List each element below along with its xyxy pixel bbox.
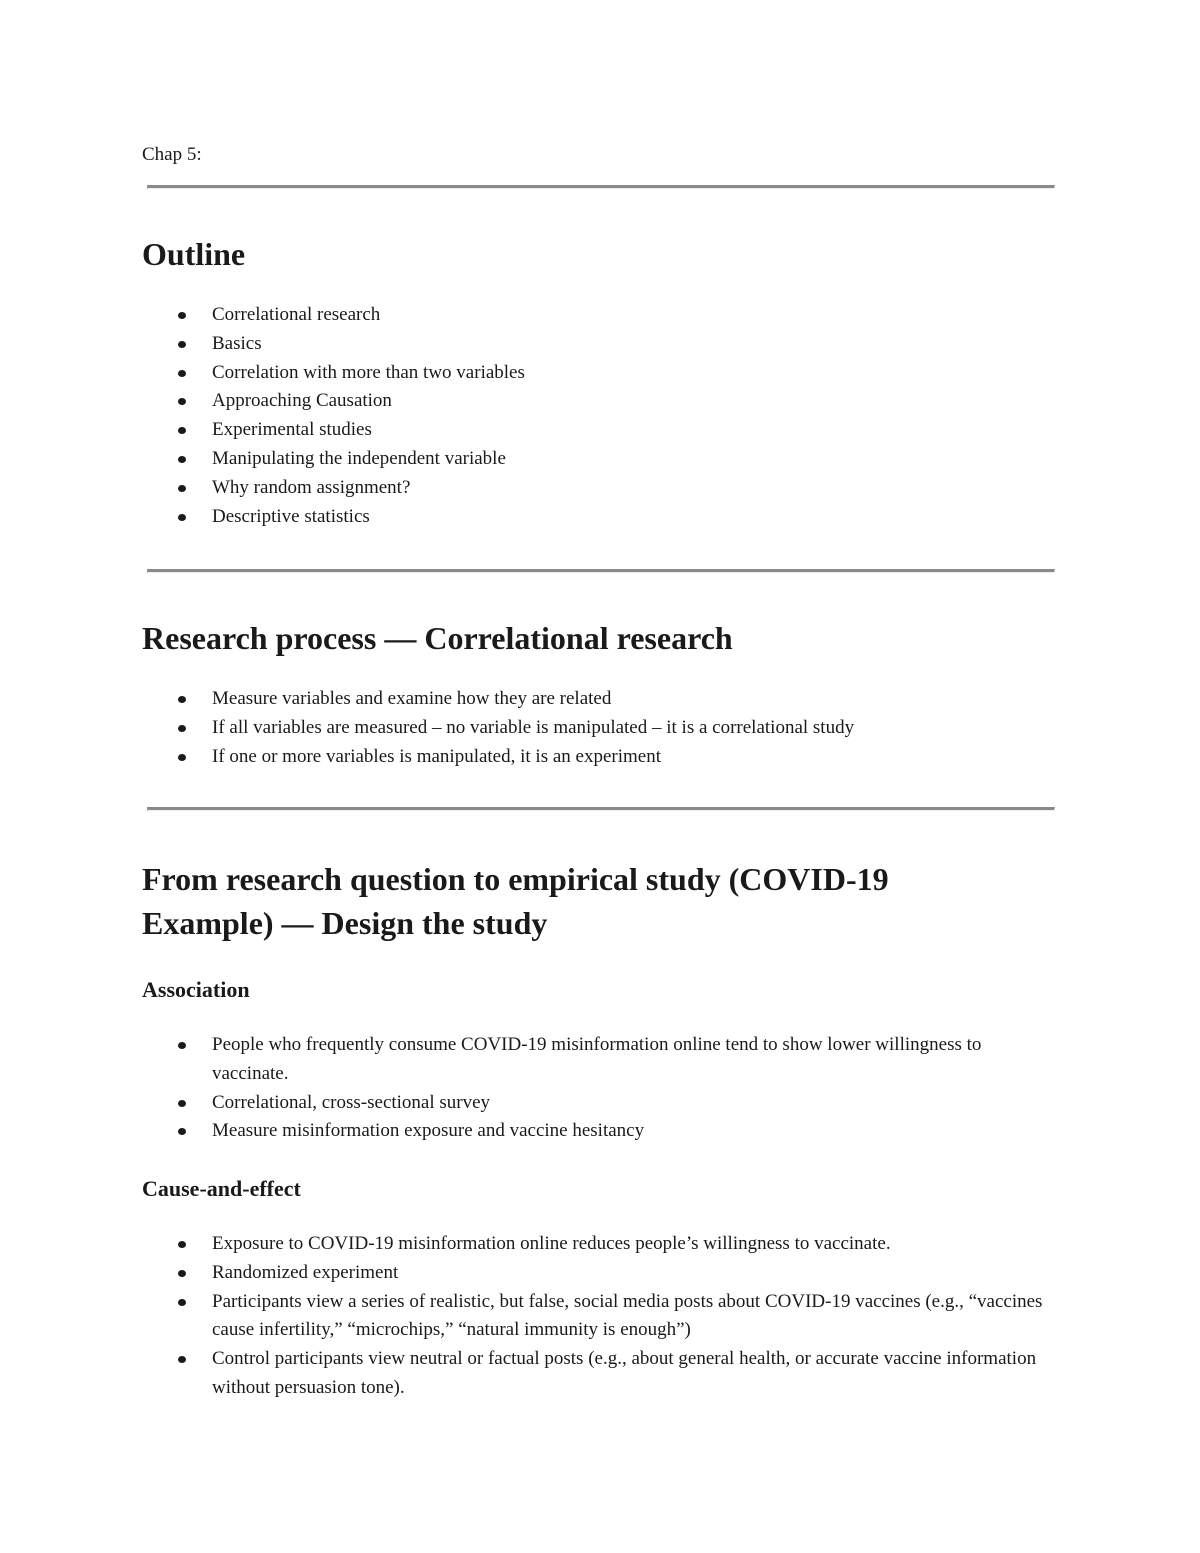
- list-item: Experimental studies: [142, 416, 1042, 445]
- list-item: If all variables are measured – no variable is manipulated – it is a correlational study: [142, 714, 1042, 743]
- bullet-icon: [178, 370, 186, 377]
- list-item: Measure misinformation exposure and vaccine hesitancy: [142, 1117, 1042, 1146]
- bullet-icon: [178, 725, 186, 732]
- chapter-label: Chap 5:: [142, 144, 202, 165]
- divider-2: [147, 569, 1055, 573]
- cause-effect-list: [142, 1230, 1047, 1403]
- association-heading: Association: [142, 977, 250, 1002]
- bullet-icon: [178, 754, 186, 761]
- list-item: Correlational research: [142, 301, 1042, 330]
- bullet-icon: [178, 1270, 186, 1277]
- bullet-icon: [178, 312, 186, 319]
- outline-list: [142, 301, 1042, 531]
- bullet-icon: [178, 696, 186, 703]
- bullet-icon: [178, 1128, 186, 1135]
- list-item: Exposure to COVID-19 misinformation online reduces people’s willingness to vaccinate.: [142, 1230, 1047, 1259]
- divider-3: [147, 807, 1055, 811]
- bullet-icon: [178, 1241, 186, 1248]
- bullet-icon: [178, 1299, 186, 1306]
- bullet-icon: [178, 341, 186, 348]
- list-item: If one or more variables is manipulated, it is an experiment: [142, 743, 1042, 772]
- research-process-heading: Research process — Correlational research: [142, 620, 733, 656]
- outline-heading: Outline: [142, 236, 246, 272]
- bullet-icon: [178, 398, 186, 405]
- list-item: Correlation with more than two variables: [142, 359, 1042, 388]
- bullet-icon: [178, 1042, 186, 1049]
- research-process-list: [142, 685, 1042, 771]
- list-item: People who frequently consume COVID-19 misinformation online tend to show lower willingness to vaccinate.: [142, 1031, 1042, 1089]
- list-item: Descriptive statistics: [142, 503, 1042, 532]
- bullet-icon: [178, 485, 186, 492]
- bullet-icon: [178, 514, 186, 521]
- bullet-icon: [178, 456, 186, 463]
- bullet-icon: [178, 1100, 186, 1107]
- association-list: [142, 1031, 1042, 1146]
- list-item: Randomized experiment: [142, 1259, 1047, 1288]
- list-item: Measure variables and examine how they are related: [142, 685, 1042, 714]
- study-design-heading: From research question to empirical study (COVID-19 Example) — Design the study: [142, 861, 889, 941]
- divider-1: [147, 185, 1055, 189]
- list-item: Why random assignment?: [142, 474, 1042, 503]
- list-item: Basics: [142, 330, 1042, 359]
- cause-effect-heading: Cause-and-effect: [142, 1176, 301, 1201]
- bullet-icon: [178, 1356, 186, 1363]
- list-item: Participants view a series of realistic, but false, social media posts about COVID-19 vaccines (e.g., “vaccines cause infertility,” “microchips,” “natural immunity is enough”): [142, 1288, 1047, 1346]
- list-item: Control participants view neutral or factual posts (e.g., about general health, or accurate vaccine information without persuasion tone).: [142, 1345, 1047, 1403]
- list-item: Correlational, cross-sectional survey: [142, 1089, 1042, 1118]
- list-item: Manipulating the independent variable: [142, 445, 1042, 474]
- list-item: Approaching Causation: [142, 387, 1042, 416]
- bullet-icon: [178, 427, 186, 434]
